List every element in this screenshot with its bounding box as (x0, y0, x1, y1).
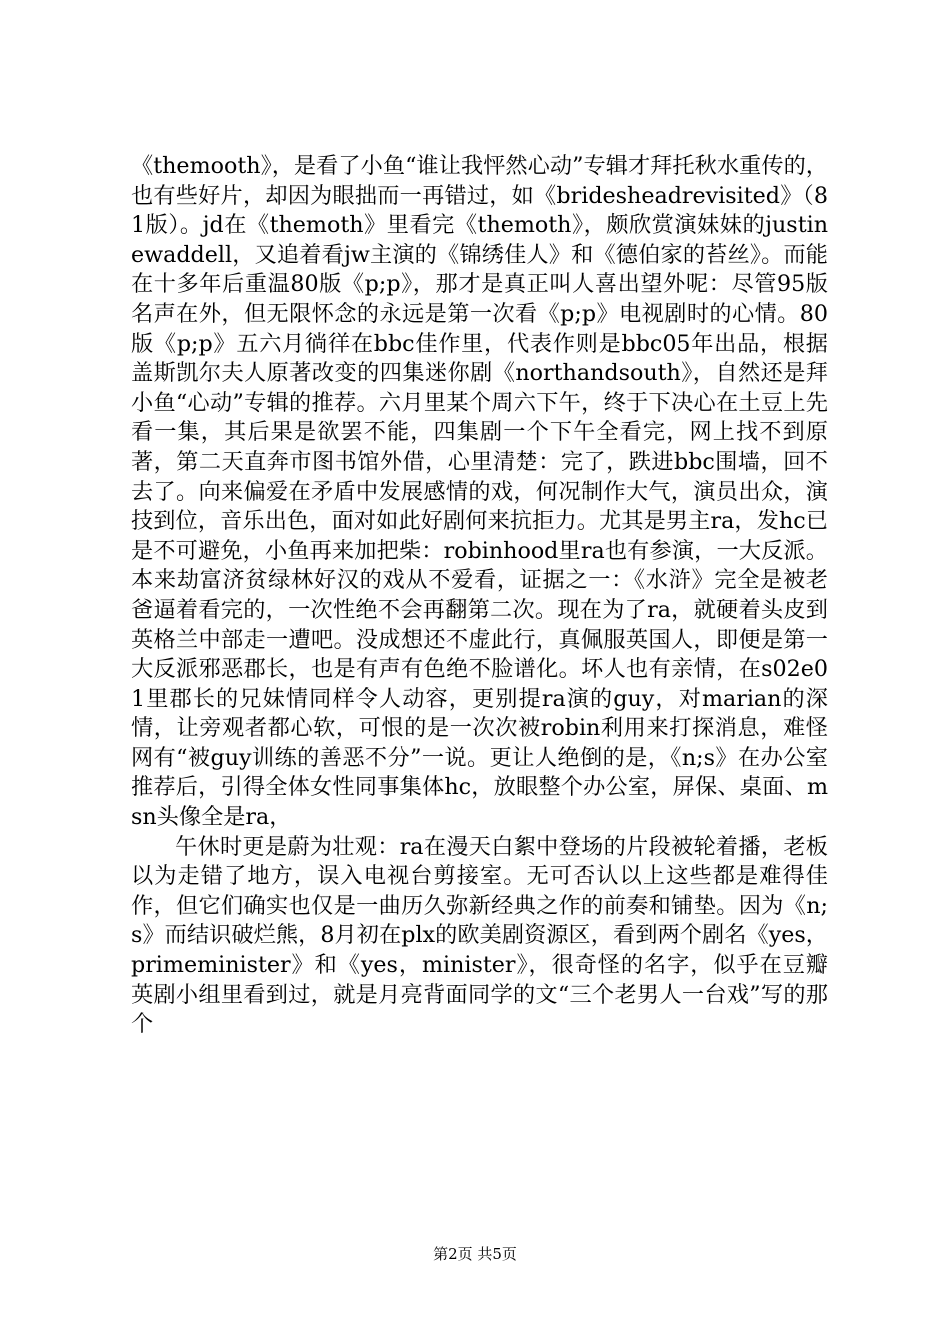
page-number-footer: 第2页 共5页 (433, 1245, 517, 1263)
paragraph-2: 午休时更是蔚为壮观：ra在漫天白絮中登场的片段被轮着播，老板以为走错了地方，误入电视台剪接室。无可否认以上这些都是难得佳作，但它们确实也仅是一曲历久弥新经典之作的前奏和铺垫。因为《n;s》而结识破烂熊，8月初在plx的欧美剧资源区，看到两个剧名《yes，primeminister》和《yes，minister》，很奇怪的名字，似乎在豆瓣英剧小组里看到过，就是月亮背面同学的文“三个老男人一台戏”写的那个 (131, 833, 828, 1038)
document-body (131, 152, 828, 1040)
paragraph-1: 《themooth》，是看了小鱼“谁让我怦然心动”专辑才拜托秋水重传的，也有些好片，却因为眼拙而一再错过，如《bridesheadrevisited》（81版）。jd在《themoth》里看完《themoth》，颇欣赏演妹妹的justinewaddell，又追着看jw主演的《锦绣佳人》和《德伯家的苔丝》。而能在十多年后重温80版《p;p》，那才是真正叫人喜出望外呢：尽管95版名声在外，但无限怀念的永远是第一次看《p;p》电视剧时的心情。80版《p;p》五六月徜徉在bbc佳作里，代表作则是bbc05年出品，根据盖斯凯尔夫人原著改变的四集迷你剧《northandsouth》，自然还是拜小鱼“心动”专辑的推荐。六月里某个周六下午，终于下决心在土豆上先看一集，其后果是欲罢不能，四集剧一个下午全看完，网上找不到原著，第二天直奔市图书馆外借，心里清楚：完了，跌进bbc围墙，回不去了。向来偏爱在矛盾中发展感情的戏，何况制作大气，演员出众，演技到位，音乐出色，面对如此好剧何来抗拒力。尤其是男主ra，发hc已是不可避免，小鱼再来加把柴：robinhood里ra也有参演，一大反派。本来劫富济贫绿林好汉的戏从不爱看，证据之一：《水浒》完全是被老爸逼着看完的，一次性绝不会再翻第二次。现在为了ra，就硬着头皮到英格兰中部走一遭吧。没成想还不虚此行，真佩服英国人，即便是第一大反派邪恶郡长，也是有声有色绝不脸谱化。坏人也有亲情，在s02e01里郡长的兄妹情同样令人动容，更别提ra演的guy，对marian的深情，让旁观者都心软，可恨的是一次次被robin利用来打探消息，难怪网有“被guy训练的善恶不分”一说。更让人绝倒的是，《n;s》在办公室推荐后，引得全体女性同事集体hc，放眼整个办公室，屏保、桌面、msn头像全是ra， (131, 153, 828, 831)
